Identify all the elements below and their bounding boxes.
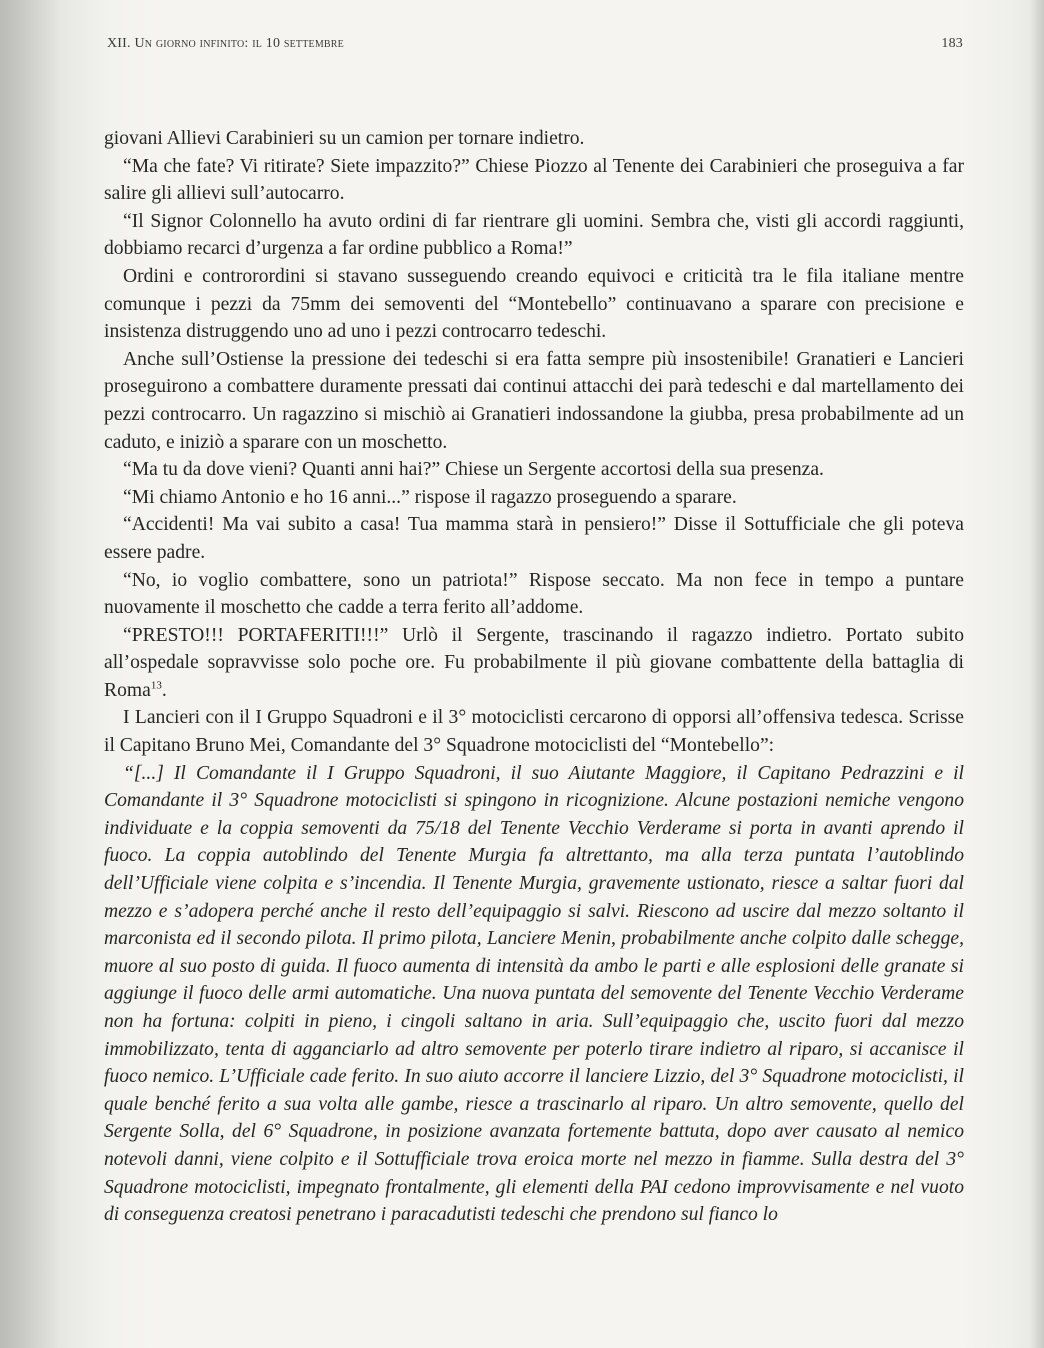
page-number: 183 [941,36,963,51]
chapter-title: Un giorno infinito: il 10 settembre [134,36,344,51]
paragraph-text: “PRESTO!!! PORTAFERITI!!!” Urlò il Sergente, trascinando il ragazzo indietro. Portato subito all’ospedale sopravvisse solo poche ore. Fu probabilmente il più giovane combattente della battaglia di Roma [104,624,964,701]
paragraph: “Ma tu da dove vieni? Quanti anni hai?” Chiese un Sergente accortosi della sua presenza. [123,459,824,481]
paragraph: giovani Allievi Carabinieri su un camion per tornare indietro. [104,128,585,149]
paragraph: “Accidenti! Ma vai subito a casa! Tua mamma starà in pensiero!” Disse il Sottufficiale che gli poteva essere padre. [104,514,964,563]
paragraph: Anche sull’Ostiense la pressione dei tedeschi si era fatta sempre più insostenibile! Granatieri e Lancieri proseguirono a combattere duramente pressati dai continui attacchi dei parà tedeschi e dal martellamento dei pezzi controcarro. Un ragazzino si mischiò ai Granatieri indossandone la giubba, presa probabilmente ad un caduto, e iniziò a sparare con un moschetto. [104,348,964,453]
paragraph: I Lancieri con il I Gruppo Squadroni e il 3° motociclisti cercarono di opporsi all’offensiva tedesca. Scrisse il Capitano Bruno Mei, Comandante del 3° Squadrone motociclisti del “Montebello”: [104,707,964,757]
paragraph: “No, io voglio combattere, sono un patriota!” Rispose seccato. Ma non fece in tempo a puntare nuovamente il moschetto che cadde a terra ferito all’addome. [104,569,964,619]
paragraph: “Ma che fate? Vi ritirate? Siete impazzito?” Chiese Piozzo al Tenente dei Carabinieri che proseguiva a far salire gli allievi sull’autocarro. [104,155,964,205]
chapter-number: XII. [107,36,131,51]
footnote-reference[interactable]: 13 [150,679,162,692]
quotation: “[...] Il Comandante il I Gruppo Squadroni, il suo Aiutante Maggiore, il Capitano Pedrazzini e il Comandante il 3° Squadrone motociclisti si spingono in ricognizione. Alcune postazioni nemiche vengono individuate e la coppia semoventi da 75/18 del Tenente Vecchio Verderame si porta in avanti aprendo il fuoco. La coppia autoblindo del Tenente Murgia fa altrettanto, ma alla terza puntata l’autoblindo dell’Ufficiale viene colpita e s’incendia. Il Tenente Murgia, gravemente ustionato, riesce a saltar fuori dal mezzo e s’adopera perché anche il resto dell’equipaggio si salvi. Riescono ad uscire dal mezzo soltanto il marconista ed il secondo pilota. Il primo pilota, Lanciere Menin, probabilmente anche colpito dalle schegge, muore al suo posto di guida. Il fuoco aumenta di intensità da ambo le parti e alle esplosioni delle granate si aggiunge il fuoco delle armi automatiche. Una nuova puntata del semovente del Tenente Vecchio Verderame non ha fortuna: colpiti in pieno, i cingoli saltano in aria. Sull’equipaggio che, uscito fuori dal mezzo immobilizzato, tenta di agganciarlo ad altro semovente per poterlo tirare indietro al riparo, si accanisce il fuoco nemico. L’Ufficiale cade ferito. In suo aiuto accorre il lanciere Lizzio, del 3° Squadrone motociclisti, il quale benché ferito a sua volta alle gambe, riesce a trascinarlo al riparo. Un altro semovente, quello del Sergente Solla, del 6° Squadrone, in posizione avanzata fortemente battuta, dopo aver causato al nemico notevoli danni, viene colpito e il Sottufficiale trova eroica morte nel mezzo in fiamme. Sulla destra del 3° Squadrone motociclisti, impegnato frontalmente, gli elementi della PAI cedono improvvisamente e nel vuoto di conseguenza creatosi penetrano i paracadutisti tedeschi che prendono sul fianco lo [104,762,964,1226]
paragraph-with-footnote [104,622,964,705]
page-gutter-shadow [0,0,60,1348]
running-head [107,36,963,56]
body-text [104,125,964,1229]
paragraph: “Mi chiamo Antonio e ho 16 anni...” rispose il ragazzo proseguendo a sparare. [123,486,737,508]
chapter-heading [107,36,344,52]
paragraph: “Il Signor Colonnello ha avuto ordini di far rientrare gli uomini. Sembra che, visti gli accordi raggiunti, dobbiamo recarci d’urgenza a far ordine pubblico a Roma!” [104,210,964,260]
paragraph-end: . [161,679,167,701]
page-edge-shadow [1030,0,1044,1348]
paragraph: Ordini e controrordini si stavano susseguendo creando equivoci e criticità tra le fila italiane mentre comunque i pezzi da 75mm dei semoventi del “Montebello” continuavano a sparare con precisione e insistenza distruggendo uno ad uno i pezzi controcarro tedeschi. [104,265,964,343]
